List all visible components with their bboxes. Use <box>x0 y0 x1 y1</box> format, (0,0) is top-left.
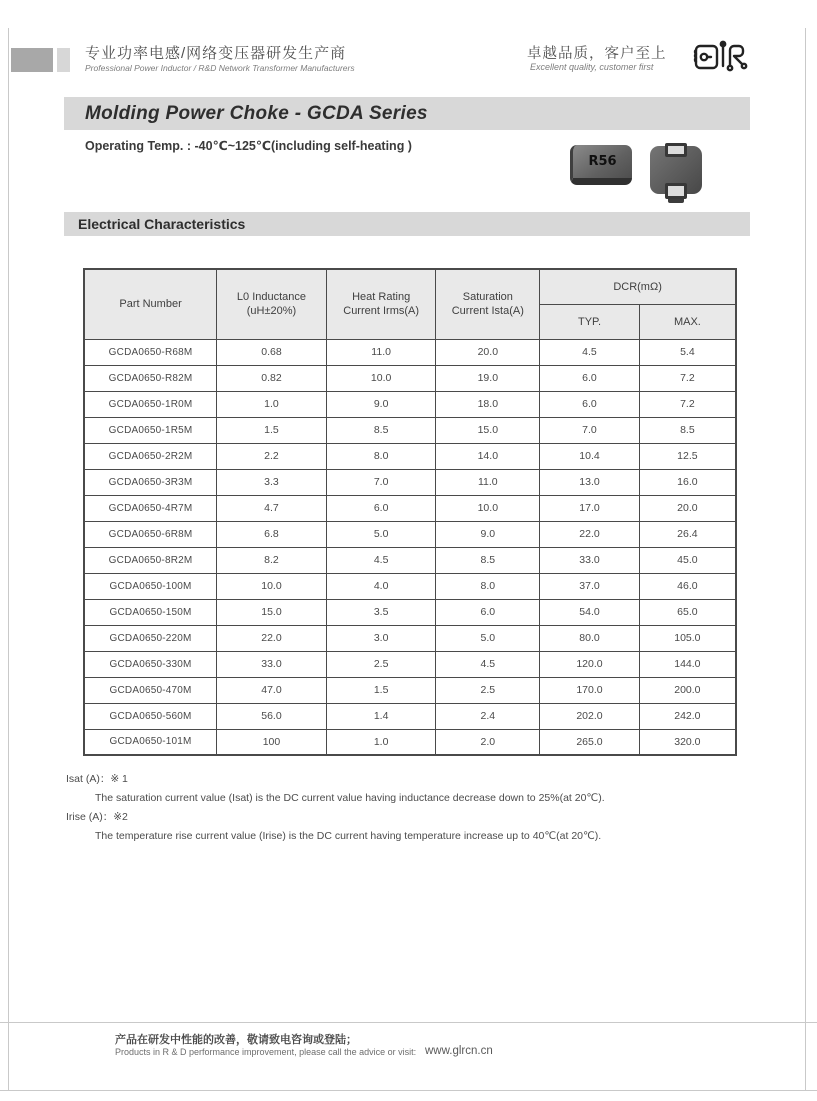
operating-temp: Operating Temp. : -40℃~125℃(including self-heating ) <box>85 139 412 153</box>
cell-irms: 4.0 <box>326 573 436 599</box>
cell-irms: 8.5 <box>326 417 436 443</box>
table-row <box>84 443 736 469</box>
cell-isat: 6.0 <box>436 599 540 625</box>
footer-note-en: Products in R & D performance improvement, please call the advice or visit: <box>115 1047 417 1057</box>
table-row <box>84 339 736 365</box>
table-row <box>84 703 736 729</box>
cell-part: GCDA0650-1R5M <box>84 417 217 443</box>
cell-typ: 265.0 <box>540 729 640 755</box>
table-row <box>84 417 736 443</box>
terminal-top <box>665 143 687 157</box>
table-row <box>84 521 736 547</box>
quality-slogan-en: Excellent quality, customer first <box>530 62 654 72</box>
cell-max: 320.0 <box>639 729 736 755</box>
cell-max: 12.5 <box>639 443 736 469</box>
cell-l0: 0.82 <box>217 365 327 391</box>
cell-max: 8.5 <box>639 417 736 443</box>
cell-irms: 2.5 <box>326 651 436 677</box>
table-row <box>84 469 736 495</box>
cell-typ: 202.0 <box>540 703 640 729</box>
note-irise-label: Irise (A)：※2 <box>66 811 128 823</box>
cell-l0: 15.0 <box>217 599 327 625</box>
table-row <box>84 365 736 391</box>
cell-irms: 1.4 <box>326 703 436 729</box>
cell-typ: 54.0 <box>540 599 640 625</box>
cell-part: GCDA0650-150M <box>84 599 217 625</box>
col-heat-rating <box>326 269 436 339</box>
cell-part: GCDA0650-101M <box>84 729 217 755</box>
cell-part: GCDA0650-1R0M <box>84 391 217 417</box>
cell-isat: 8.0 <box>436 573 540 599</box>
cell-irms: 3.5 <box>326 599 436 625</box>
cell-typ: 37.0 <box>540 573 640 599</box>
cell-part: GCDA0650-100M <box>84 573 217 599</box>
cell-isat: 9.0 <box>436 521 540 547</box>
page-bottom-border <box>0 1090 817 1091</box>
cell-isat: 18.0 <box>436 391 540 417</box>
cell-irms: 11.0 <box>326 339 436 365</box>
table-row <box>84 547 736 573</box>
cell-max: 20.0 <box>639 495 736 521</box>
cell-part: GCDA0650-470M <box>84 677 217 703</box>
product-photo-top <box>570 145 632 185</box>
footer-note-zh: 产品在研发中性能的改善，敬请致电咨询或登陆； <box>115 1034 357 1046</box>
col-sat-line1: Saturation <box>462 291 513 304</box>
cell-isat: 2.5 <box>436 677 540 703</box>
cell-isat: 10.0 <box>436 495 540 521</box>
cell-typ: 22.0 <box>540 521 640 547</box>
cell-isat: 14.0 <box>436 443 540 469</box>
note-isat-text: The saturation current value (Isat) is the DC current value having inductance decrease down to 25%(at 20℃). <box>95 792 605 804</box>
cell-max: 45.0 <box>639 547 736 573</box>
col-dcr-typ: TYP. <box>540 304 640 339</box>
cell-l0: 6.8 <box>217 521 327 547</box>
section-title-electrical-characteristics: Electrical Characteristics <box>64 212 750 236</box>
cell-irms: 1.5 <box>326 677 436 703</box>
note-irise-text: The temperature rise current value (Irise) is the DC current having temperature increase up to 40℃(at 20℃). <box>95 830 602 842</box>
cell-part: GCDA0650-4R7M <box>84 495 217 521</box>
col-dcr-max: MAX. <box>639 304 736 339</box>
table-row <box>84 729 736 755</box>
table-body <box>84 339 736 755</box>
cell-part: GCDA0650-2R2M <box>84 443 217 469</box>
cell-typ: 4.5 <box>540 339 640 365</box>
cell-irms: 10.0 <box>326 365 436 391</box>
product-photo-bottom <box>650 146 702 194</box>
cell-part: GCDA0650-3R3M <box>84 469 217 495</box>
cell-typ: 10.4 <box>540 443 640 469</box>
table-row <box>84 573 736 599</box>
table-row <box>84 677 736 703</box>
table-row <box>84 391 736 417</box>
cell-max: 7.2 <box>639 391 736 417</box>
cell-l0: 33.0 <box>217 651 327 677</box>
notes-block <box>66 770 605 846</box>
cell-typ: 6.0 <box>540 365 640 391</box>
cell-max: 65.0 <box>639 599 736 625</box>
cell-l0: 10.0 <box>217 573 327 599</box>
cell-max: 16.0 <box>639 469 736 495</box>
cell-l0: 22.0 <box>217 625 327 651</box>
cell-isat: 2.0 <box>436 729 540 755</box>
cell-l0: 1.5 <box>217 417 327 443</box>
company-tagline-en: Professional Power Inductor / R&D Network Transformer Manufacturers <box>85 63 355 73</box>
cell-max: 7.2 <box>639 365 736 391</box>
cell-isat: 8.5 <box>436 547 540 573</box>
cell-max: 46.0 <box>639 573 736 599</box>
cell-irms: 9.0 <box>326 391 436 417</box>
cell-l0: 100 <box>217 729 327 755</box>
cell-part: GCDA0650-330M <box>84 651 217 677</box>
table-row <box>84 651 736 677</box>
cell-max: 144.0 <box>639 651 736 677</box>
cell-isat: 4.5 <box>436 651 540 677</box>
footer-divider <box>0 1022 817 1023</box>
cell-l0: 3.3 <box>217 469 327 495</box>
note-isat-label: Isat (A)：※ 1 <box>66 773 128 785</box>
cell-typ: 120.0 <box>540 651 640 677</box>
header-accent-square-dark <box>11 48 53 72</box>
cell-l0: 56.0 <box>217 703 327 729</box>
company-tagline-zh: 专业功率电感/网络变压器研发生产商 <box>85 45 347 62</box>
cell-max: 200.0 <box>639 677 736 703</box>
col-sat-line2: Current Ista(A) <box>451 305 524 318</box>
cell-max: 242.0 <box>639 703 736 729</box>
cell-irms: 5.0 <box>326 521 436 547</box>
cell-l0: 47.0 <box>217 677 327 703</box>
table-header <box>84 269 736 339</box>
cell-typ: 80.0 <box>540 625 640 651</box>
table-row <box>84 625 736 651</box>
cell-part: GCDA0650-560M <box>84 703 217 729</box>
col-heat-line1: Heat Rating <box>352 291 411 304</box>
cell-irms: 4.5 <box>326 547 436 573</box>
cell-irms: 6.0 <box>326 495 436 521</box>
cell-part: GCDA0650-8R2M <box>84 547 217 573</box>
col-part-number: Part Number <box>84 269 217 339</box>
cell-isat: 5.0 <box>436 625 540 651</box>
cell-part: GCDA0650-R82M <box>84 365 217 391</box>
cell-max: 26.4 <box>639 521 736 547</box>
cell-part: GCDA0650-R68M <box>84 339 217 365</box>
cell-typ: 33.0 <box>540 547 640 573</box>
col-saturation <box>436 269 540 339</box>
footer-website-link[interactable]: www.glrcn.cn <box>425 1045 493 1057</box>
col-inductance-line2: (uH±20%) <box>246 305 297 318</box>
cell-irms: 8.0 <box>326 443 436 469</box>
cell-l0: 8.2 <box>217 547 327 573</box>
cell-typ: 7.0 <box>540 417 640 443</box>
quality-slogan-zh: 卓越品质，客户至上 <box>527 46 667 62</box>
col-inductance-line1: L0 Inductance <box>236 291 307 304</box>
cell-l0: 4.7 <box>217 495 327 521</box>
cell-typ: 170.0 <box>540 677 640 703</box>
cell-isat: 20.0 <box>436 339 540 365</box>
cell-irms: 1.0 <box>326 729 436 755</box>
electrical-characteristics-table <box>83 268 737 756</box>
cell-max: 105.0 <box>639 625 736 651</box>
cell-l0: 2.2 <box>217 443 327 469</box>
cell-l0: 0.68 <box>217 339 327 365</box>
header-accent-square-light <box>57 48 70 72</box>
cell-l0: 1.0 <box>217 391 327 417</box>
table-row <box>84 495 736 521</box>
col-inductance <box>217 269 327 339</box>
cell-irms: 3.0 <box>326 625 436 651</box>
product-marking: R56 <box>588 154 617 169</box>
cell-isat: 11.0 <box>436 469 540 495</box>
cell-isat: 19.0 <box>436 365 540 391</box>
cell-typ: 6.0 <box>540 391 640 417</box>
terminal-bottom <box>665 183 687 199</box>
company-logo-icon <box>688 38 748 80</box>
cell-part: GCDA0650-6R8M <box>84 521 217 547</box>
table-row <box>84 599 736 625</box>
cell-part: GCDA0650-220M <box>84 625 217 651</box>
page-title: Molding Power Choke - GCDA Series <box>64 97 750 130</box>
cell-typ: 17.0 <box>540 495 640 521</box>
cell-irms: 7.0 <box>326 469 436 495</box>
cell-isat: 2.4 <box>436 703 540 729</box>
cell-isat: 15.0 <box>436 417 540 443</box>
cell-typ: 13.0 <box>540 469 640 495</box>
cell-max: 5.4 <box>639 339 736 365</box>
col-heat-line2: Current Irms(A) <box>343 305 420 318</box>
col-dcr: DCR(mΩ) <box>540 269 736 304</box>
